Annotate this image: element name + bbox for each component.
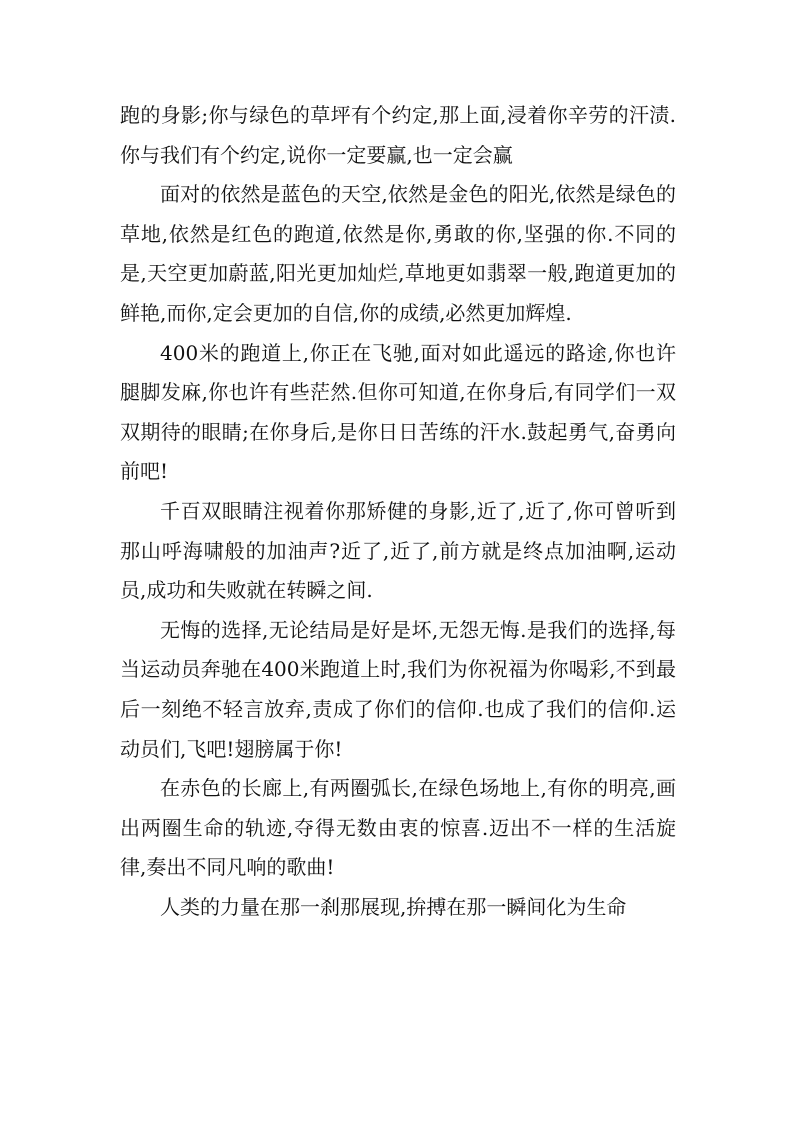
paragraph: 在赤色的长廊上,有两圈弧长,在绿色场地上,有你的明亮,画出两圈生命的轨迹,夺得无数由衷的惊喜.迈出不一样的生活旋律,奏出不同凡响的歌曲! (120, 776, 676, 880)
paragraph: 无悔的选择,无论结局是好是坏,无怨无悔.是我们的选择,每当运动员奔驰在400米跑道上时,我们为你祝福为你喝彩,不到最后一刻绝不轻言放弃,责成了你们的信仰.也成了我们的信仰.运动员们,飞吧!翅膀属于你! (120, 617, 676, 761)
paragraph: 千百双眼睛注视着你那矫健的身影,近了,近了,你可曾听到那山呼海啸般的加油声?近了,近了,前方就是终点加油啊,运动员,成功和失败就在转瞬之间. (120, 498, 676, 603)
paragraph: 人类的力量在那一刹那展现,拚搏在那一瞬间化为生命 (160, 894, 627, 919)
paragraph: 400米的跑道上,你正在飞驰,面对如此遥远的路途,你也许腿脚发麻,你也许有些茫然.但你可知道,在你身后,有同学们一双双期待的眼睛;在你身后,是你日日苦练的汗水.鼓起勇气,奋勇向前吧! (120, 340, 676, 484)
document-body (120, 96, 676, 927)
paragraph: 面对的依然是蓝色的天空,依然是金色的阳光,依然是绿色的草地,依然是红色的跑道,依然是你,勇敢的你,坚强的你.不同的是,天空更加蔚蓝,阳光更加灿烂,草地更如翡翠一般,跑道更加的鲜艳,而你,定会更加的自信,你的成绩,必然更加辉煌. (120, 182, 676, 325)
paragraph-continued: 跑的身影;你与绿色的草坪有个约定,那上面,浸着你辛劳的汗渍.你与我们有个约定,说你一定要赢,也一定会赢 (120, 103, 676, 167)
